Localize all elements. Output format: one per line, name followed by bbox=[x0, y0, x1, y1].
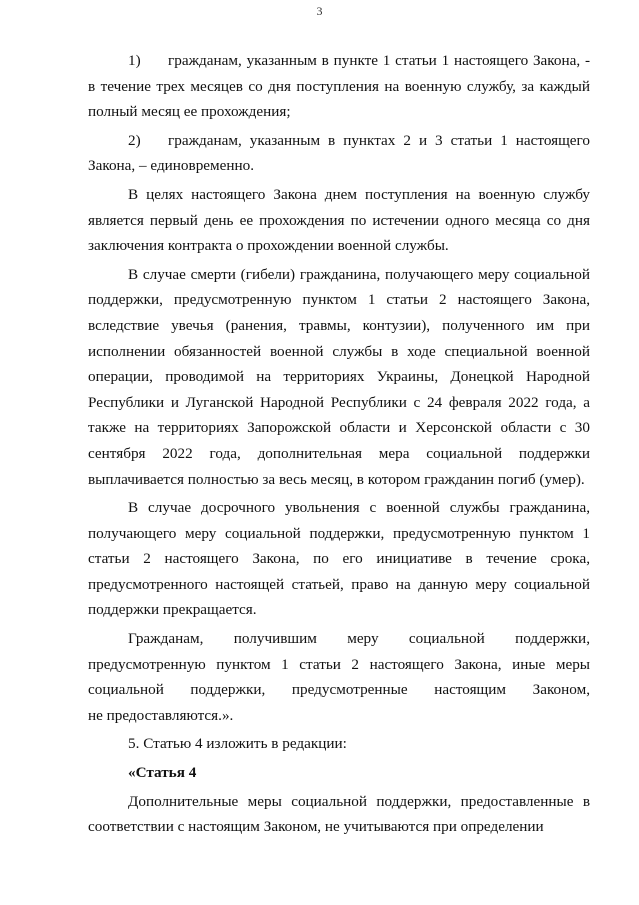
paragraph-article-4: Дополнительные меры социальной поддержки, предоставленные в соответствии с настоящим Законом, не учитываются при определении bbox=[88, 792, 590, 836]
amendment-instruction: 5. Статью 4 изложить в редакции: bbox=[128, 735, 347, 753]
article-heading: «Статья 4 bbox=[128, 764, 197, 782]
list-item-2 bbox=[88, 128, 590, 179]
paragraph-death-case: В случае смерти (гибели) гражданина, получающего меру социальной поддержки, предусмотренную пунктом 1 статьи 2 настоящего Закона, вследствие увечья (ранения, травмы, контузии), полученного им при исполнении обязанностей военной службы в ходе специальной военной операции, проводимой на территориях Украины, Донецкой Народной Республики и Луганской Народной Республики с 24 февраля 2022 года, а также на территориях Запорожской области и Херсонской области с 30 сентября 2022 года, дополнительная мера социальной поддержки выплачивается полностью за весь месяц, в котором гражданин погиб (умер). bbox=[88, 265, 590, 488]
list-item-text: гражданам, указанным в пунктах 2 и 3 статьи 1 настоящего Закона, – единовременно. bbox=[88, 131, 590, 175]
paragraph-line: не предоставляются.». bbox=[88, 706, 234, 724]
list-item-text: гражданам, указанным в пункте 1 статьи 1 настоящего Закона, - в течение трех месяцев со дня поступления на военную службу, за каждый полный месяц ее прохождения; bbox=[88, 52, 590, 121]
paragraph-line: предусмотренную пунктом 1 статьи 2 настоящего Закона, иные меры bbox=[88, 655, 590, 673]
document-body bbox=[88, 48, 590, 843]
list-item-number: 1) bbox=[128, 52, 141, 69]
paragraph-no-other-measures bbox=[88, 626, 590, 728]
paragraph-early-dismissal: В случае досрочного увольнения с военной службы гражданина, получающего меру социальной поддержки, предусмотренную пунктом 1 статьи 2 настоящего Закона, по его инициативе в течение срока, предусмотренного настоящей статьей, право на данную меру социальной поддержки прекращается. bbox=[88, 499, 590, 619]
list-item-1 bbox=[88, 48, 590, 125]
paragraph-entry-day: В целях настоящего Закона днем поступления на военную службу является первый день ее прохождения по истечении одного месяца со дня заключения контракта о прохождении военной службы. bbox=[88, 185, 590, 255]
paragraph-line: Гражданам, получившим меру социальной поддержки, bbox=[128, 630, 590, 648]
paragraph-line: социальной поддержки, предусмотренные настоящим Законом, bbox=[88, 681, 590, 699]
list-item-number: 2) bbox=[128, 131, 141, 149]
page-number: 3 bbox=[316, 4, 323, 18]
